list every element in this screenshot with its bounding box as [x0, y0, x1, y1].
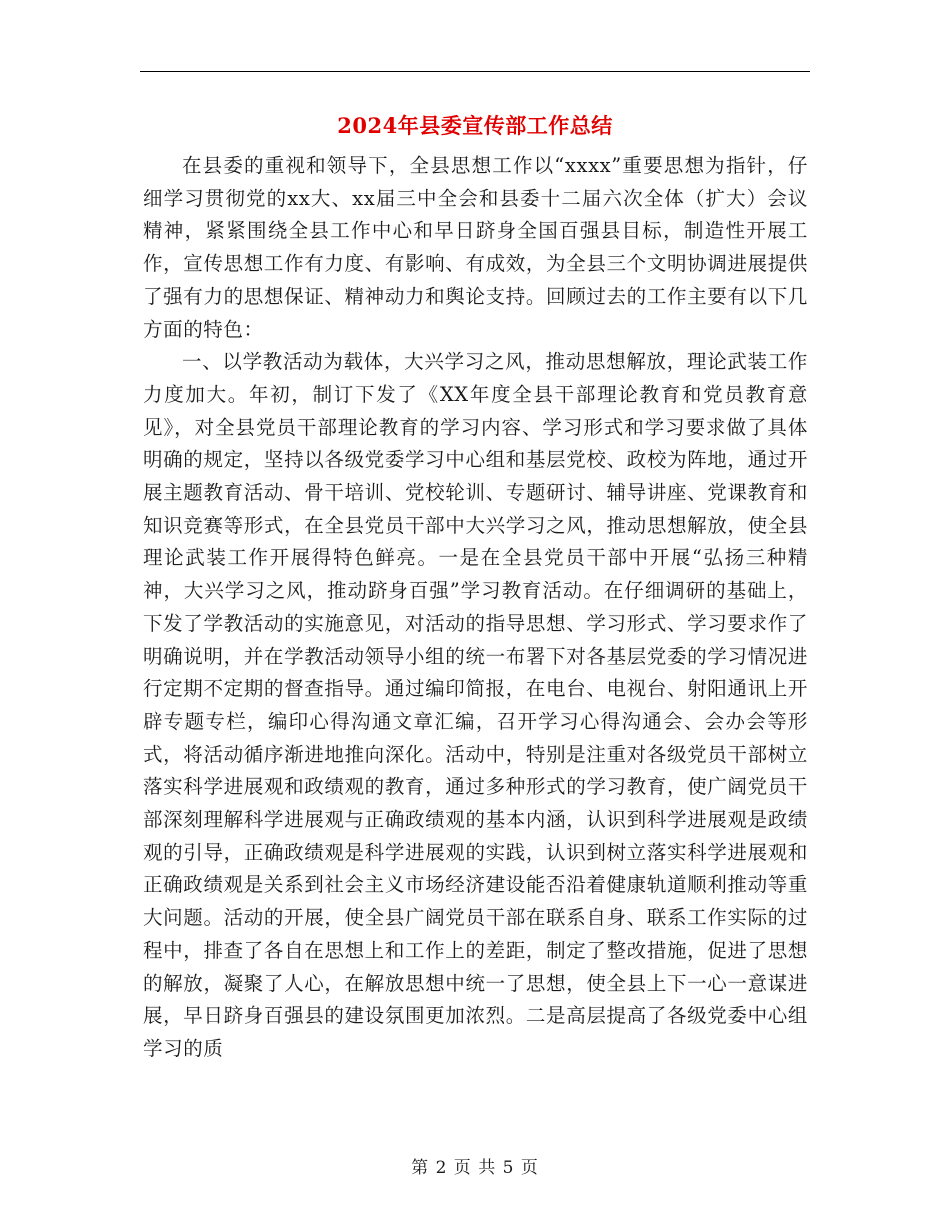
document-body: [143, 150, 808, 1066]
paragraph-section-one: 一、以学教活动为载体，大兴学习之风，推动思想解放，理论武装工作力度加大。年初，制订下发了《XX年度全县干部理论教育和党员教育意见》，对全县党员干部理论教育的学习内容、学习形式和学习要求做了具体明确的规定，坚持以各级党委学习中心组和基层党校、政校为阵地，通过开展主题教育活动、骨干培训、党校轮训、专题研讨、辅导讲座、党课教育和知识竞赛等形式，在全县党员干部中大兴学习之风，推动思想解放，使全县理论武装工作开展得特色鲜亮。一是在全县党员干部中开展“弘扬三种精神，大兴学习之风，推动跻身百强”学习教育活动。在仔细调研的基础上，下发了学教活动的实施意见，对活动的指导思想、学习形式、学习要求作了明确说明，并在学教活动领导小组的统一布署下对各基层党委的学习情况进行定期不定期的督查指导。通过编印简报，在电台、电视台、射阳通讯上开辟专题专栏，编印心得沟通文章汇编，召开学习心得沟通会、会办会等形式，将活动循序渐进地推向深化。活动中，特别是注重对各级党员干部树立落实科学进展观和政绩观的教育，通过多种形式的学习教育，使广阔党员干部深刻理解科学进展观与正确政绩观的基本内涵，认识到科学进展观是政绩观的引导，正确政绩观是科学进展观的实践，认识到树立落实科学进展观和正确政绩观是关系到社会主义市场经济建设能否沿着健康轨道顺利推动等重大问题。活动的开展，使全县广阔党员干部在联系自身、联系工作实际的过程中，排查了各自在思想上和工作上的差距，制定了整改措施，促进了思想的解放，凝聚了人心，在解放思想中统一了思想，使全县上下一心一意谋进展，早日跻身百强县的建设氛围更加浓烈。二是高层提高了各级党委中心组学习的质: [143, 350, 808, 1060]
document-title: 2024年县委宣传部工作总结: [337, 113, 613, 138]
page-number-footer: 第 2 页 共 5 页: [411, 1158, 539, 1178]
header-rule: [140, 71, 810, 72]
paragraph-intro: 在县委的重视和领导下，全县思想工作以“xxxx”重要思想为指针，仔细学习贯彻党的xx大、xx届三中全会和县委十二届六次全体（扩大）会议精神，紧紧围绕全县工作中心和早日跻身全国百强县目标，制造性开展工作，宣传思想工作有力度、有影响、有成效，为全县三个文明协调进展提供了强有力的思想保证、精神动力和舆论支持。回顾过去的工作主要有以下几方面的特色：: [143, 154, 808, 341]
